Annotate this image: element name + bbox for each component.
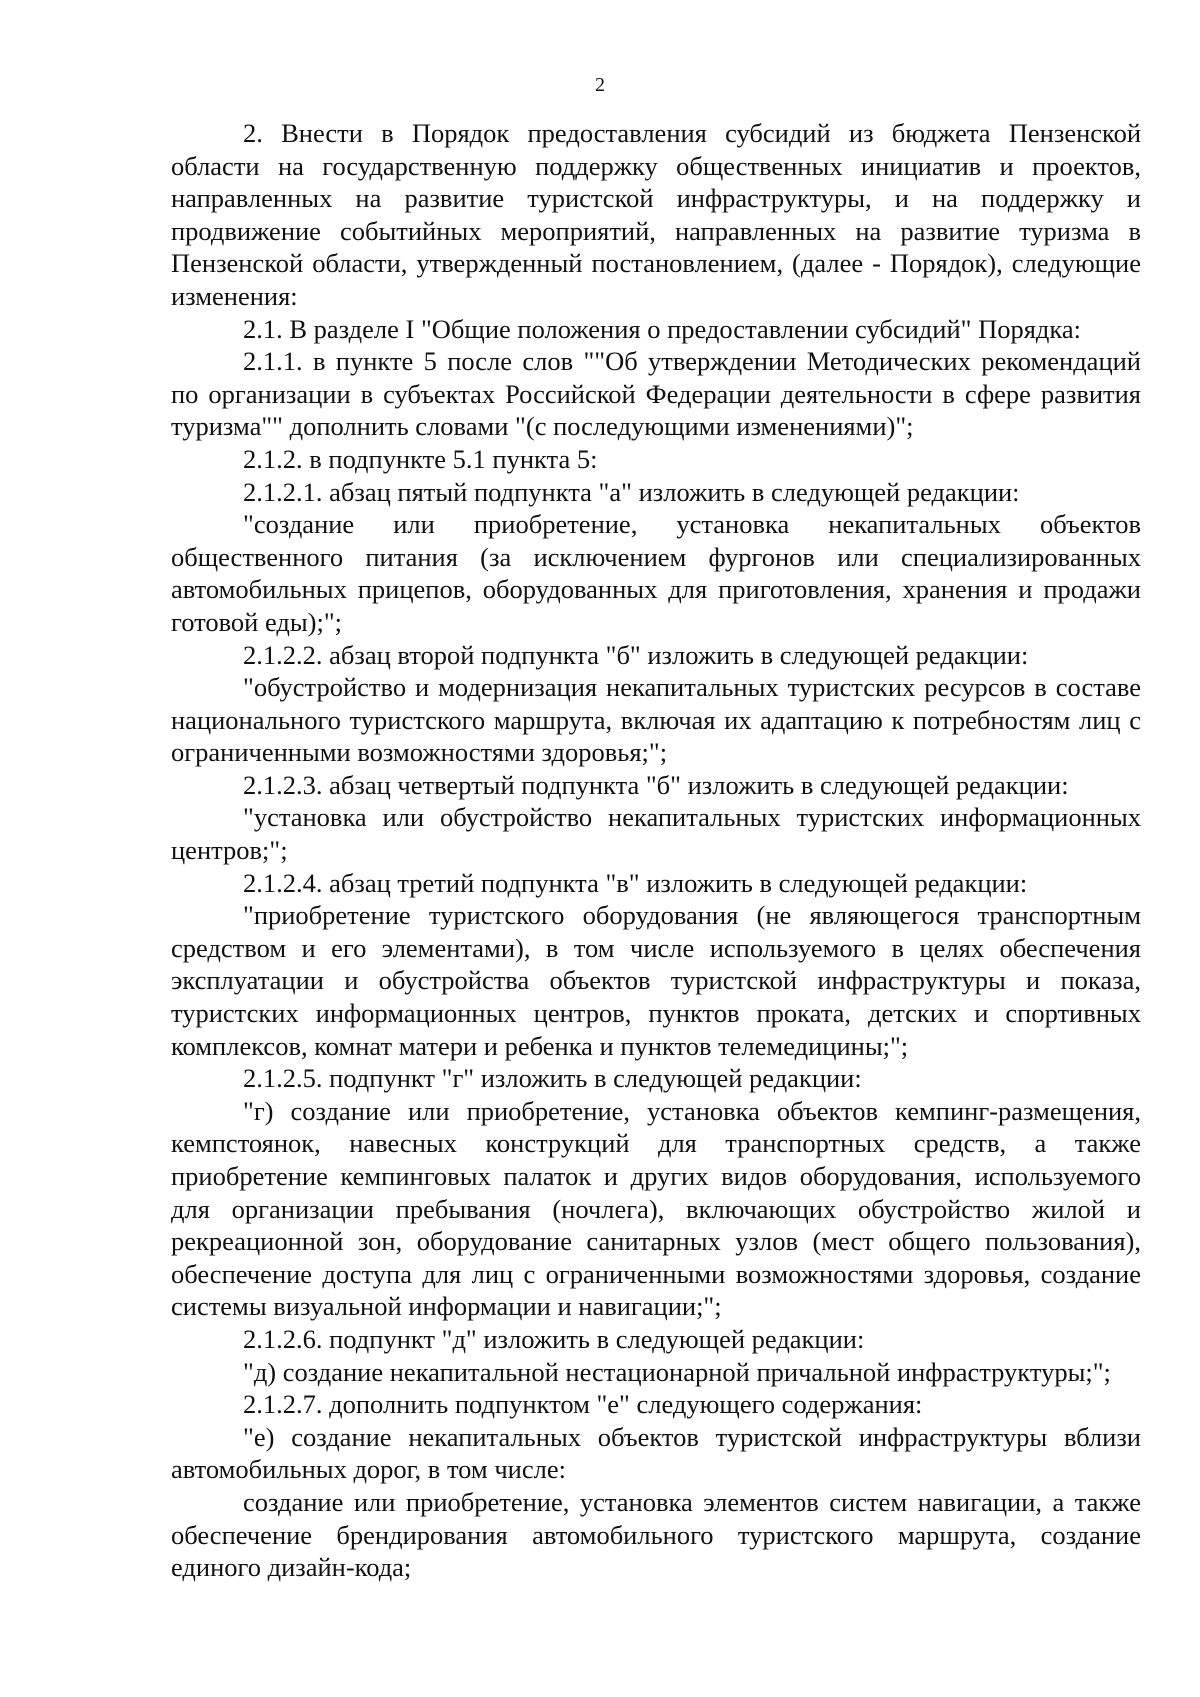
paragraph-quote-6: "д) создание некапитальной нестационарной причальной инфраструктуры;"; — [243, 1356, 1111, 1387]
paragraph-item-2-1-2-2: 2.1.2.2. абзац второй подпункта "б" изложить в следующей редакции: — [243, 639, 1029, 670]
paragraph-quote-7-continued: создание или приобретение, установка элементов систем навигации, а также обеспечение брендирования автомобильного туристского маршрута, создание единого дизайн-кода; — [171, 1486, 1141, 1583]
page-number: 2 — [595, 74, 605, 96]
paragraph-quote-3: "установка или обустройство некапитальных туристских информационных центров;"; — [171, 802, 1141, 866]
paragraph-item-2-1-2-5: 2.1.2.5. подпункт "г" изложить в следующей редакции: — [243, 1063, 862, 1094]
paragraph-item-2-1-2-3: 2.1.2.3. абзац четвертый подпункта "б" изложить в следующей редакции: — [243, 769, 1069, 800]
document-body — [171, 117, 1141, 1584]
paragraph-item-2-1-1: 2.1.1. в пункте 5 после слов ""Об утверждении Методических рекомендаций по организации в субъектах Российской Федерации деятельности в сфере развития туризма"" дополнить словами "(с последующими изменениями)"; — [171, 346, 1141, 442]
paragraph-item-2-1-2-6: 2.1.2.6. подпункт "д" изложить в следующей редакции: — [243, 1323, 865, 1354]
paragraph-item-2-1-2-1: 2.1.2.1. абзац пятый подпункта "а" изложить в следующей редакции: — [243, 476, 1020, 507]
paragraph-item-2-1-2-7: 2.1.2.7. дополнить подпунктом "е" следующего содержания: — [243, 1389, 923, 1420]
paragraph-item-2-1-2: 2.1.2. в подпункте 5.1 пункта 5: — [243, 443, 598, 474]
paragraph-quote-7: "е) создание некапитальных объектов туристской инфраструктуры вблизи автомобильных дорог, в том числе: — [171, 1421, 1141, 1485]
paragraph-item-2-1: 2.1. В разделе I "Общие положения о предоставлении субсидий" Порядка: — [243, 313, 1081, 344]
paragraph-quote-4: "приобретение туристского оборудования (не являющегося транспортным средством и его элементами), в том числе используемого в целях обеспечения эксплуатации и обустройства объектов туристской инфраструктуры и показа, туристских информационных центров, пунктов проката, детских и спортивных комплексов, комнат матери и ребенка и пунктов телемедицины;"; — [171, 900, 1141, 1061]
paragraph-item-2: 2. Внести в Порядок предоставления субсидий из бюджета Пензенской области на государственную поддержку общественных инициатив и проектов, направленных на развитие туристской инфраструктуры, и на поддержку и продвижение событийных мероприятий, направленных на развитие туризма в Пензенской области, утвержденный постановлением, (далее - Порядок), следующие изменения: — [171, 118, 1141, 311]
paragraph-quote-5: "г) создание или приобретение, установка объектов кемпинг-размещения, кемпстоянок, навесных конструкций для транспортных средств, а также приобретение кемпинговых палаток и других видов оборудования, используемого для организации пребывания (ночлега), включающих обустройство жилой и рекреационной зон, оборудование санитарных узлов (мест общего пользования), обеспечение доступа для лиц с ограниченными возможностями здоровья, создание системы визуальной информации и навигации;"; — [171, 1095, 1141, 1322]
paragraph-quote-1: "создание или приобретение, установка некапитальных объектов общественного питания (за исключением фургонов или специализированных автомобильных прицепов, оборудованных для приготовления, хранения и продажи готовой еды);"; — [171, 509, 1141, 637]
paragraph-item-2-1-2-4: 2.1.2.4. абзац третий подпункта "в" изложить в следующей редакции: — [243, 867, 1028, 898]
paragraph-quote-2: "обустройство и модернизация некапитальных туристских ресурсов в составе национального туристского маршрута, включая их адаптацию к потребностям лиц с ограниченными возможностями здоровья;"; — [171, 672, 1141, 768]
